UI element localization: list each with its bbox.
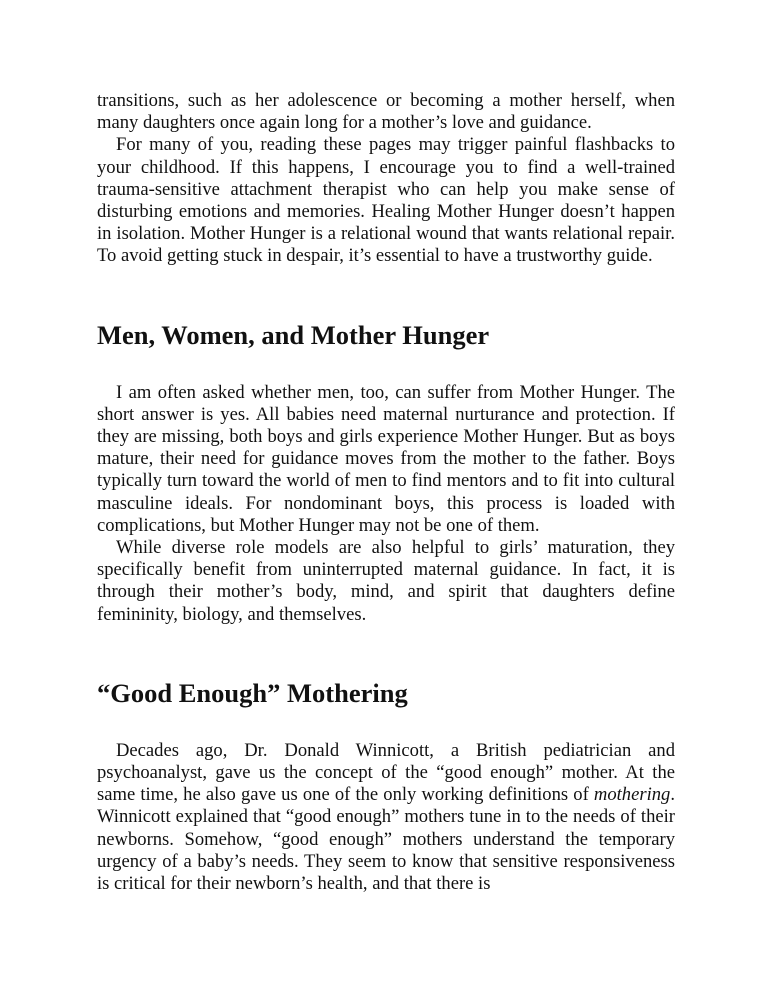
section-heading-good-enough: “Good Enough” Mothering <box>97 677 408 708</box>
paragraph-girls-maturation: While diverse role models are also helpful to girls’ maturation, they specifically benefit from uninterrupted maternal guidance. In fact, it is through their mother’s body, mind, and spirit that daughters define femininity, biology, and themselves. <box>97 537 675 625</box>
italic-term-mothering: mothering <box>593 784 671 806</box>
section-heading-men-women: Men, Women, and Mother Hunger <box>97 319 490 350</box>
paragraph-winnicott <box>97 740 675 895</box>
book-page <box>97 90 675 895</box>
paragraph-winnicott-part2: . Winnicott explained that “good enough” mothers tune in to the needs of their newborns. Somehow, “good enough” mothers understand the temporary urgency of a baby’s needs. They seem to know that sensitive responsiveness is critical for their newborn’s health, and that there is <box>97 784 675 895</box>
paragraph-men-mother-hunger: I am often asked whether men, too, can suffer from Mother Hunger. The short answer is yes. All babies need maternal nurturance and protection. If they are missing, both boys and girls experience Mother Hunger. But as boys mature, their need for guidance moves from the mother to the father. Boys typically turn toward the world of men to find mentors and to fit into cultural masculine ideals. For nondominant boys, this process is loaded with complications, but Mother Hunger may not be one of them. <box>97 381 675 536</box>
paragraph-flashbacks: For many of you, reading these pages may trigger painful flashbacks to your childhood. If this happens, I encourage you to find a well-trained trauma-sensitive attachment therapist who can help you make sense of disturbing emotions and memories. Healing Mother Hunger doesn’t happen in isolation. Mother Hunger is a relational wound that wants relational repair. To avoid getting stuck in despair, it’s essential to have a trustworthy guide. <box>97 134 675 267</box>
paragraph-continuation: transitions, such as her adolescence or becoming a mother herself, when many daughters once again long for a mother’s love and guidance. <box>97 90 675 134</box>
paragraph-winnicott-part1: Decades ago, Dr. Donald Winnicott, a British pediatrician and psychoanalyst, gave us the concept of the “good enough” mother. At the same time, he also gave us one of the only working definitions of <box>97 739 675 806</box>
